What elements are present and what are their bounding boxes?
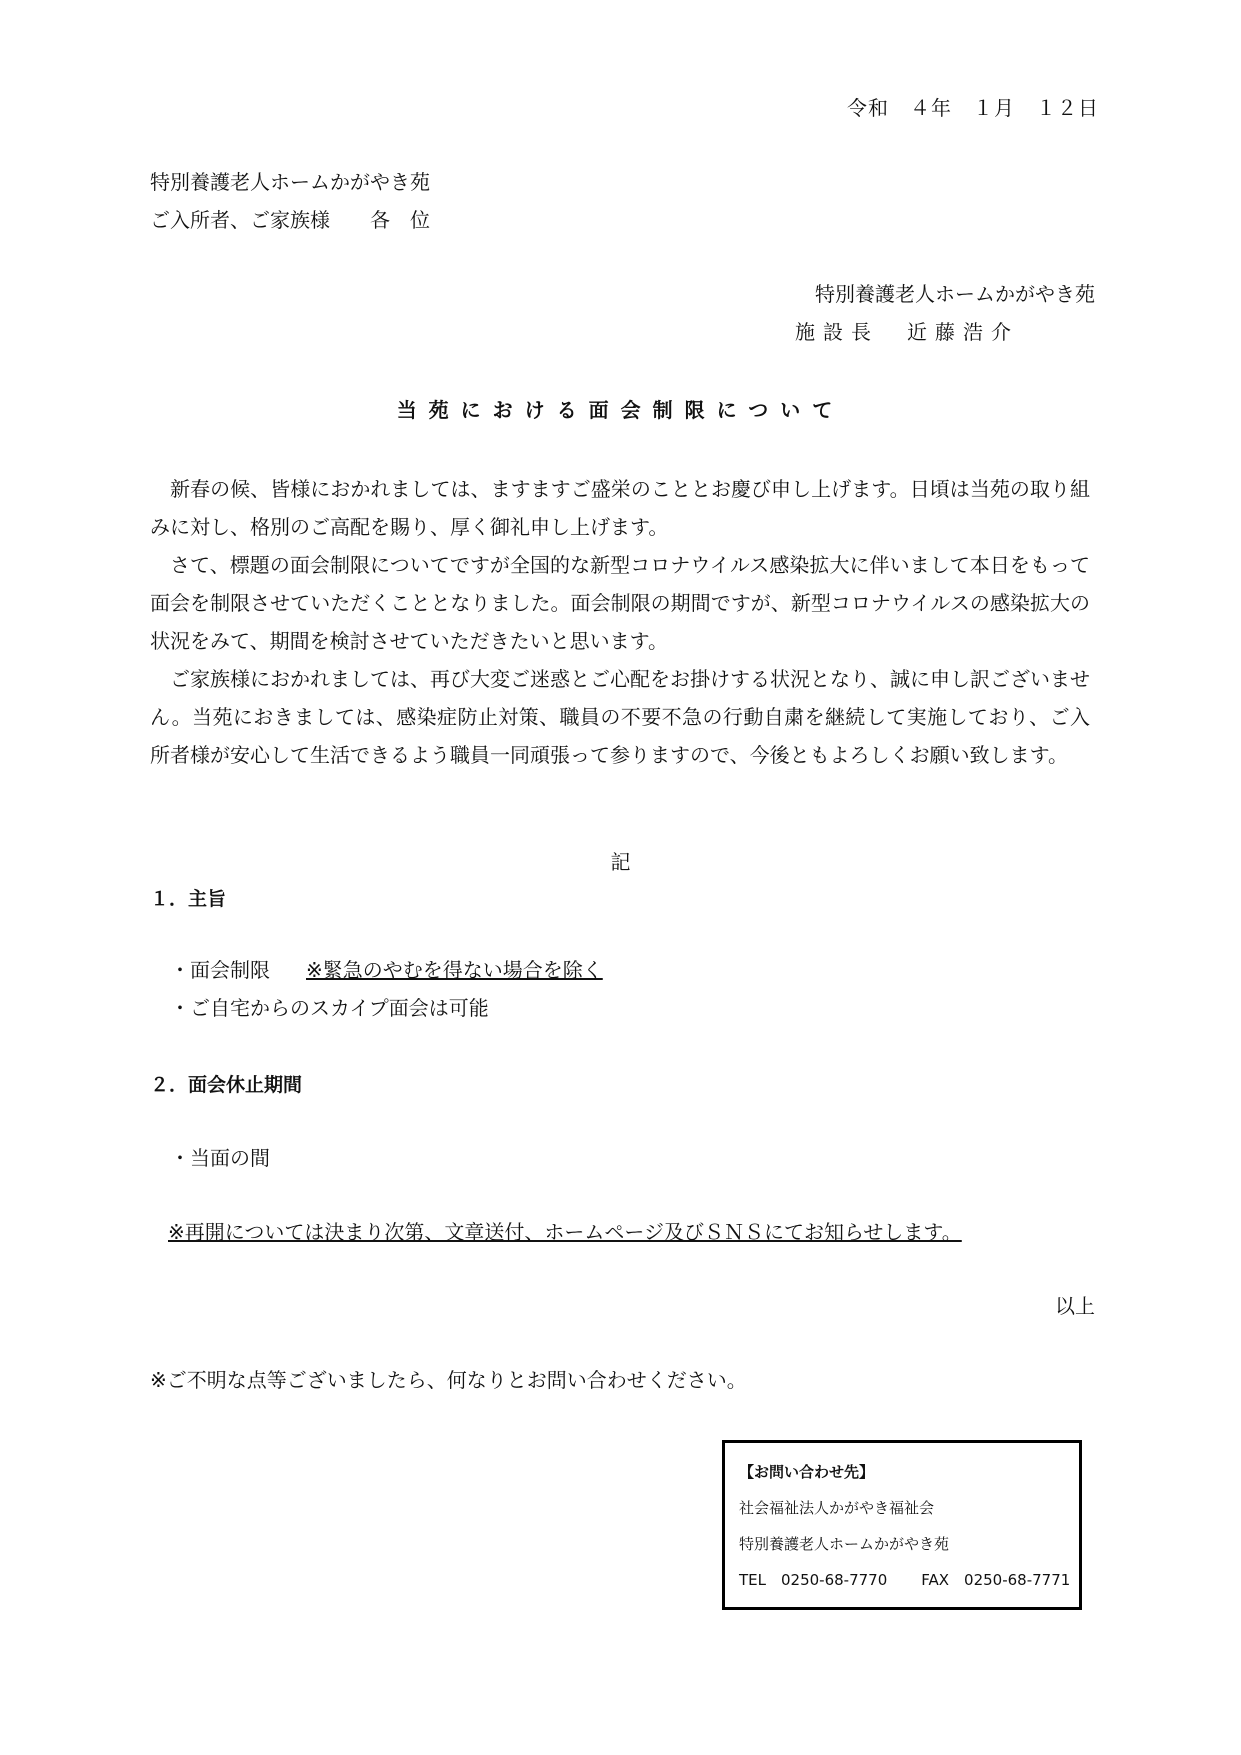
contact-facility: 特別養護老人ホームかがやき苑 <box>739 1535 950 1553</box>
addressee-recipients: ご入所者、ご家族様 各 位 <box>150 208 430 232</box>
contact-phone-fax <box>739 1571 1070 1589</box>
inquiry-footnote: ※ご不明な点等ございましたら、何なりとお問い合わせください。 <box>150 1368 747 1392</box>
document-title: 当苑における面会制限について <box>396 398 845 422</box>
contact-heading: 【お問い合わせ先】 <box>739 1463 875 1481</box>
contact-fax: FAX 0250-68-7771 <box>921 1571 1071 1589</box>
addressee-facility: 特別養護老人ホームかがやき苑 <box>150 170 430 194</box>
section-heading-purpose: １．主旨 <box>150 888 227 910</box>
body-paragraph-apology: ご家族様におかれましては、再び大変ご迷惑とご心配をお掛けする状況となり、誠に申し訳ございません。当苑におきましては、感染症防止対策、職員の不要不急の行動自粛を継続して実施しており、ご入所者様が安心して生活できるよう職員一同頑張って参りますので、今後ともよろしくお願い致します。 <box>150 667 1090 767</box>
purpose-item-restriction-label: ・面会制限 <box>170 958 270 982</box>
reopen-note: ※再開については決まり次第、文章送付、ホームページ及びＳＮＳにてお知らせします。 <box>168 1220 962 1244</box>
purpose-item-restriction-note: ※緊急のやむを得ない場合を除く <box>306 958 603 982</box>
body-paragraph-greeting: 新春の候、皆様におかれましては、ますますご盛栄のこととお慶び申し上げます。日頃は当苑の取り組みに対し、格別のご高配を賜り、厚く御礼申し上げます。 <box>150 477 1090 539</box>
ki-marker: 記 <box>610 850 631 874</box>
closing-ijo: 以上 <box>1055 1294 1095 1318</box>
letter-body <box>150 470 1090 774</box>
contact-organization: 社会福祉法人かがやき福祉会 <box>739 1499 935 1517</box>
body-paragraph-restriction: さて、標題の面会制限についてですが全国的な新型コロナウイルス感染拡大に伴いまして本日をもって面会を制限させていただくこととなりました。面会制限の期間ですが、新型コロナウイルスの感染拡大の状況をみて、期間を検討させていただきたいと思います。 <box>150 553 1090 653</box>
contact-box <box>722 1440 1082 1610</box>
contact-tel: TEL 0250-68-7770 <box>739 1571 888 1589</box>
suspension-period-item: ・当面の間 <box>170 1146 270 1170</box>
purpose-item-skype: ・ご自宅からのスカイプ面会は可能 <box>170 996 489 1020</box>
sender-director: 施設長 近藤浩介 <box>795 320 1019 344</box>
sender-facility: 特別養護老人ホームかがやき苑 <box>815 282 1095 306</box>
letter-date: 令和 ４年 １月 １２日 <box>847 96 1099 120</box>
section-heading-suspension-period: ２．面会休止期間 <box>150 1074 303 1096</box>
purpose-item-restriction <box>170 958 603 982</box>
